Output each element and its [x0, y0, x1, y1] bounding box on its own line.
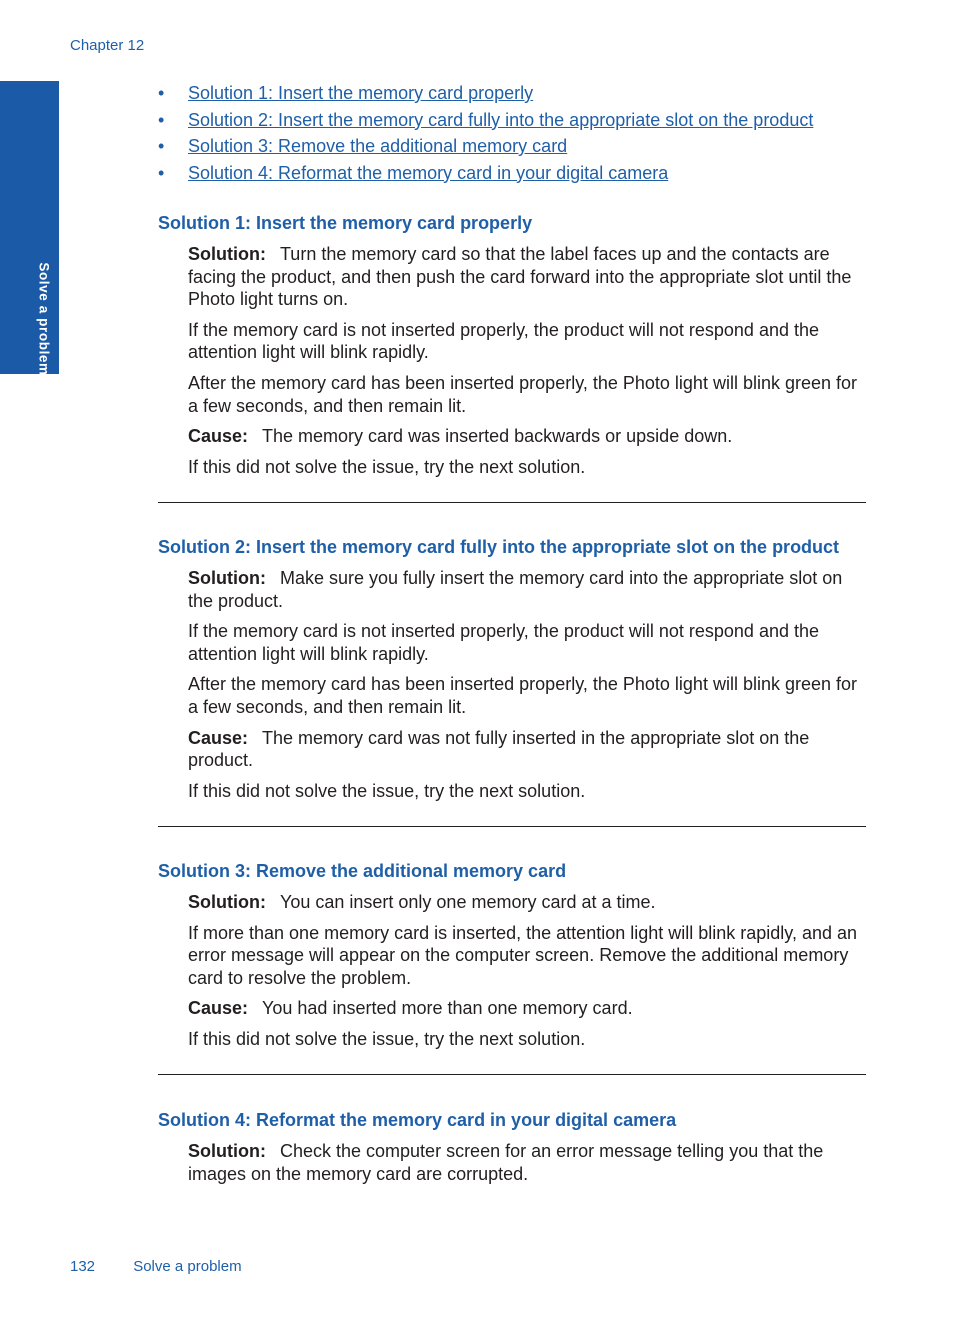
body-paragraph: After the memory card has been inserted properly, the Photo light will blink green for a few seconds, and then remain lit.	[188, 674, 858, 717]
cause-text: You had inserted more than one memory card.	[262, 998, 633, 1019]
next-solution-note: If this did not solve the issue, try the next solution.	[188, 1028, 586, 1049]
solution-paragraph	[188, 891, 868, 914]
section-divider	[158, 1074, 866, 1075]
section-heading: Solution 4: Reformat the memory card in your digital camera	[158, 1110, 677, 1130]
cause-paragraph	[188, 997, 868, 1020]
section-divider	[158, 826, 866, 827]
section-heading: Solution 1: Insert the memory card properly	[158, 213, 533, 233]
bullet: •	[158, 162, 165, 183]
side-tab-label: Solve a problem	[36, 262, 52, 376]
solution-paragraph	[188, 243, 868, 311]
cause-label: Cause:	[188, 426, 249, 447]
footer-section-title: Solve a problem	[133, 1258, 242, 1275]
next-solution-note: If this did not solve the issue, try the next solution.	[188, 780, 586, 801]
cause-label: Cause:	[188, 727, 249, 748]
section-heading: Solution 3: Remove the additional memory card	[158, 861, 567, 881]
solution-label: Solution:	[188, 1141, 266, 1161]
cause-label: Cause:	[188, 998, 249, 1019]
link-solution-2[interactable]: Solution 2: Insert the memory card fully into the appropriate slot on the product	[188, 109, 814, 130]
body-paragraph: If more than one memory card is inserted, the attention light will blink rapidly, and an error message will appear on the computer screen. Remove the additional memory card to resolve the problem.	[188, 922, 858, 988]
bullet: •	[158, 109, 165, 130]
next-solution-note: If this did not solve the issue, try the next solution.	[188, 456, 586, 477]
page-footer	[70, 1258, 242, 1275]
solution-paragraph	[188, 1140, 868, 1185]
solution-label: Solution:	[188, 892, 266, 912]
solution-paragraph	[188, 567, 868, 612]
section-solution-1	[158, 212, 868, 478]
section-solution-2	[158, 536, 868, 802]
solution-text: Make sure you fully insert the memory card into the appropriate slot on the product.	[188, 568, 843, 611]
chapter-header: Chapter 12	[70, 37, 145, 54]
solution-text: Turn the memory card so that the label faces up and the contacts are facing the product, and then push the card forward into the appropriate slot until the Photo light turns on.	[188, 244, 852, 310]
body-paragraph: After the memory card has been inserted properly, the Photo light will blink green for a few seconds, and then remain lit.	[188, 372, 858, 416]
link-solution-3[interactable]: Solution 3: Remove the additional memory card	[188, 136, 568, 156]
solution-label: Solution:	[188, 568, 266, 588]
cause-text: The memory card was not fully inserted in the appropriate slot on the product.	[188, 727, 810, 771]
solution-text: Check the computer screen for an error message telling you that the images on the memory card are corrupted.	[188, 1141, 824, 1184]
section-heading: Solution 2: Insert the memory card fully into the appropriate slot on the product	[158, 537, 840, 557]
side-tab	[0, 81, 59, 374]
bullet: •	[158, 83, 165, 103]
section-solution-4	[158, 1109, 868, 1185]
link-solution-4[interactable]: Solution 4: Reformat the memory card in your digital camera	[188, 162, 669, 183]
solution-text: You can insert only one memory card at a time.	[279, 892, 656, 912]
body-paragraph: If the memory card is not inserted properly, the product will not respond and the attention light will blink rapidly.	[188, 621, 819, 664]
body-paragraph: If the memory card is not inserted properly, the product will not respond and the attention light will blink rapidly.	[188, 319, 819, 363]
solution-label: Solution:	[188, 244, 266, 264]
section-divider	[158, 502, 866, 503]
link-solution-1[interactable]: Solution 1: Insert the memory card properly	[188, 83, 534, 103]
cause-text: The memory card was inserted backwards or upside down.	[262, 426, 733, 447]
section-solution-3	[158, 860, 868, 1051]
bullet: •	[158, 136, 165, 156]
page-number: 132	[70, 1258, 96, 1275]
cause-paragraph	[188, 727, 868, 772]
cause-paragraph	[188, 425, 868, 448]
